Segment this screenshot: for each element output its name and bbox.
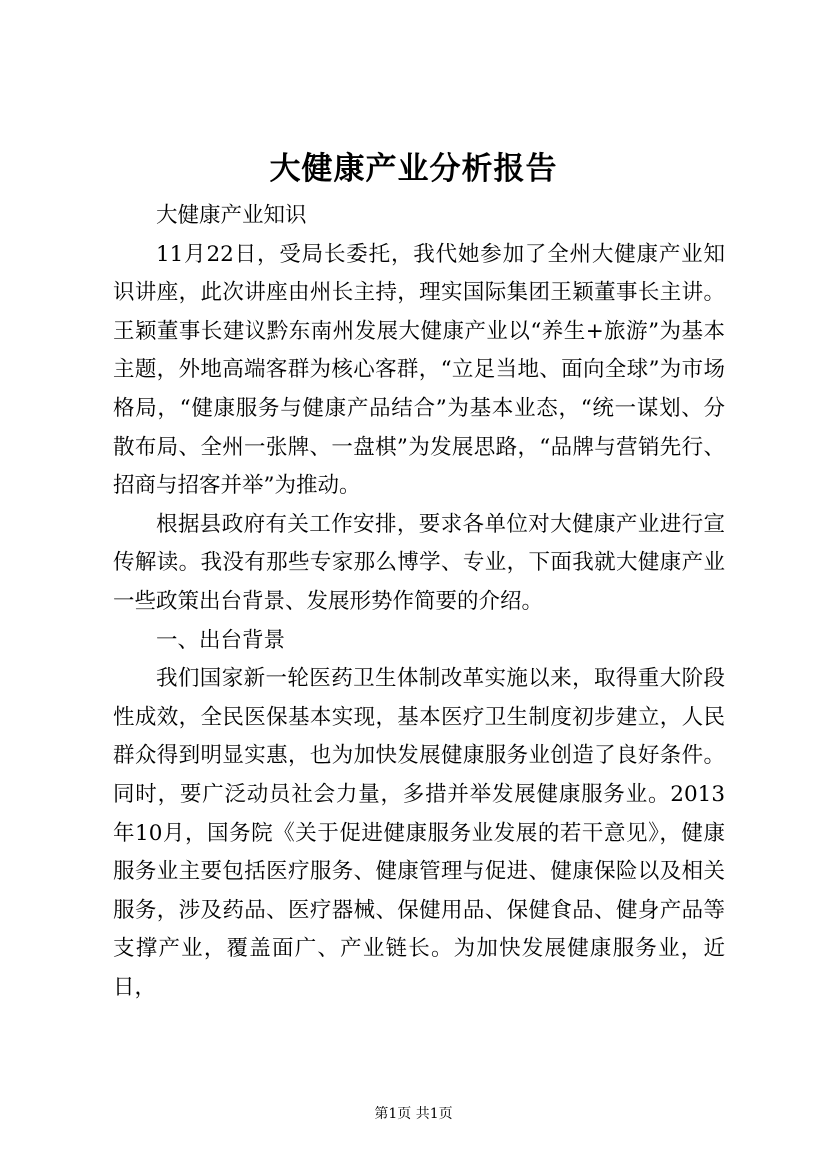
paragraph-lecture: 11月22日，受局长委托，我代她参加了全州大健康产业知识讲座，此次讲座由州长主持，理实国际集团王颖董事长主讲。王颖董事长建议黔东南州发展大健康产业以“养生+旅游”为基本主题，外地高端客群为核心客群，“立足当地、面向全球”为市场格局，“健康服务与健康产品结合”为基本业态，“统一谋划、分散布局、全州一张牌、一盘棋”为发展思路，“品牌与营销先行、招商与招客并举”为推动。 [113,241,725,499]
page-footer: 第1页 共1页 [374,1106,453,1122]
document-title: 大健康产业分析报告 [269,151,558,187]
section-heading-knowledge: 大健康产业知识 [156,203,307,228]
paragraph-background: 我们国家新一轮医药卫生体制改革实施以来，取得重大阶段性成效，全民医保基本实现，基本医疗卫生制度初步建立，人民群众得到明显实惠，也为加快发展健康服务业创造了良好条件。同时，要广泛动员社会力量，多措并举发展健康服务业。2013年10月，国务院《关于促进健康服务业发展的若干意见》，健康服务业主要包括医疗服务、健康管理与促进、健康保险以及相关服务，涉及药品、医疗器械、保健用品、保健食品、健身产品等支撑产业，覆盖面广、产业链长。为加快发展健康服务业，近日， [113,666,725,1000]
paragraph-arrangement: 根据县政府有关工作安排，要求各单位对大健康产业进行宣传解读。我没有那些专家那么博学、专业，下面我就大健康产业一些政策出台背景、发展形势作简要的介绍。 [113,511,725,614]
document-body [113,197,725,1007]
section-heading-background: 一、出台背景 [156,627,286,653]
